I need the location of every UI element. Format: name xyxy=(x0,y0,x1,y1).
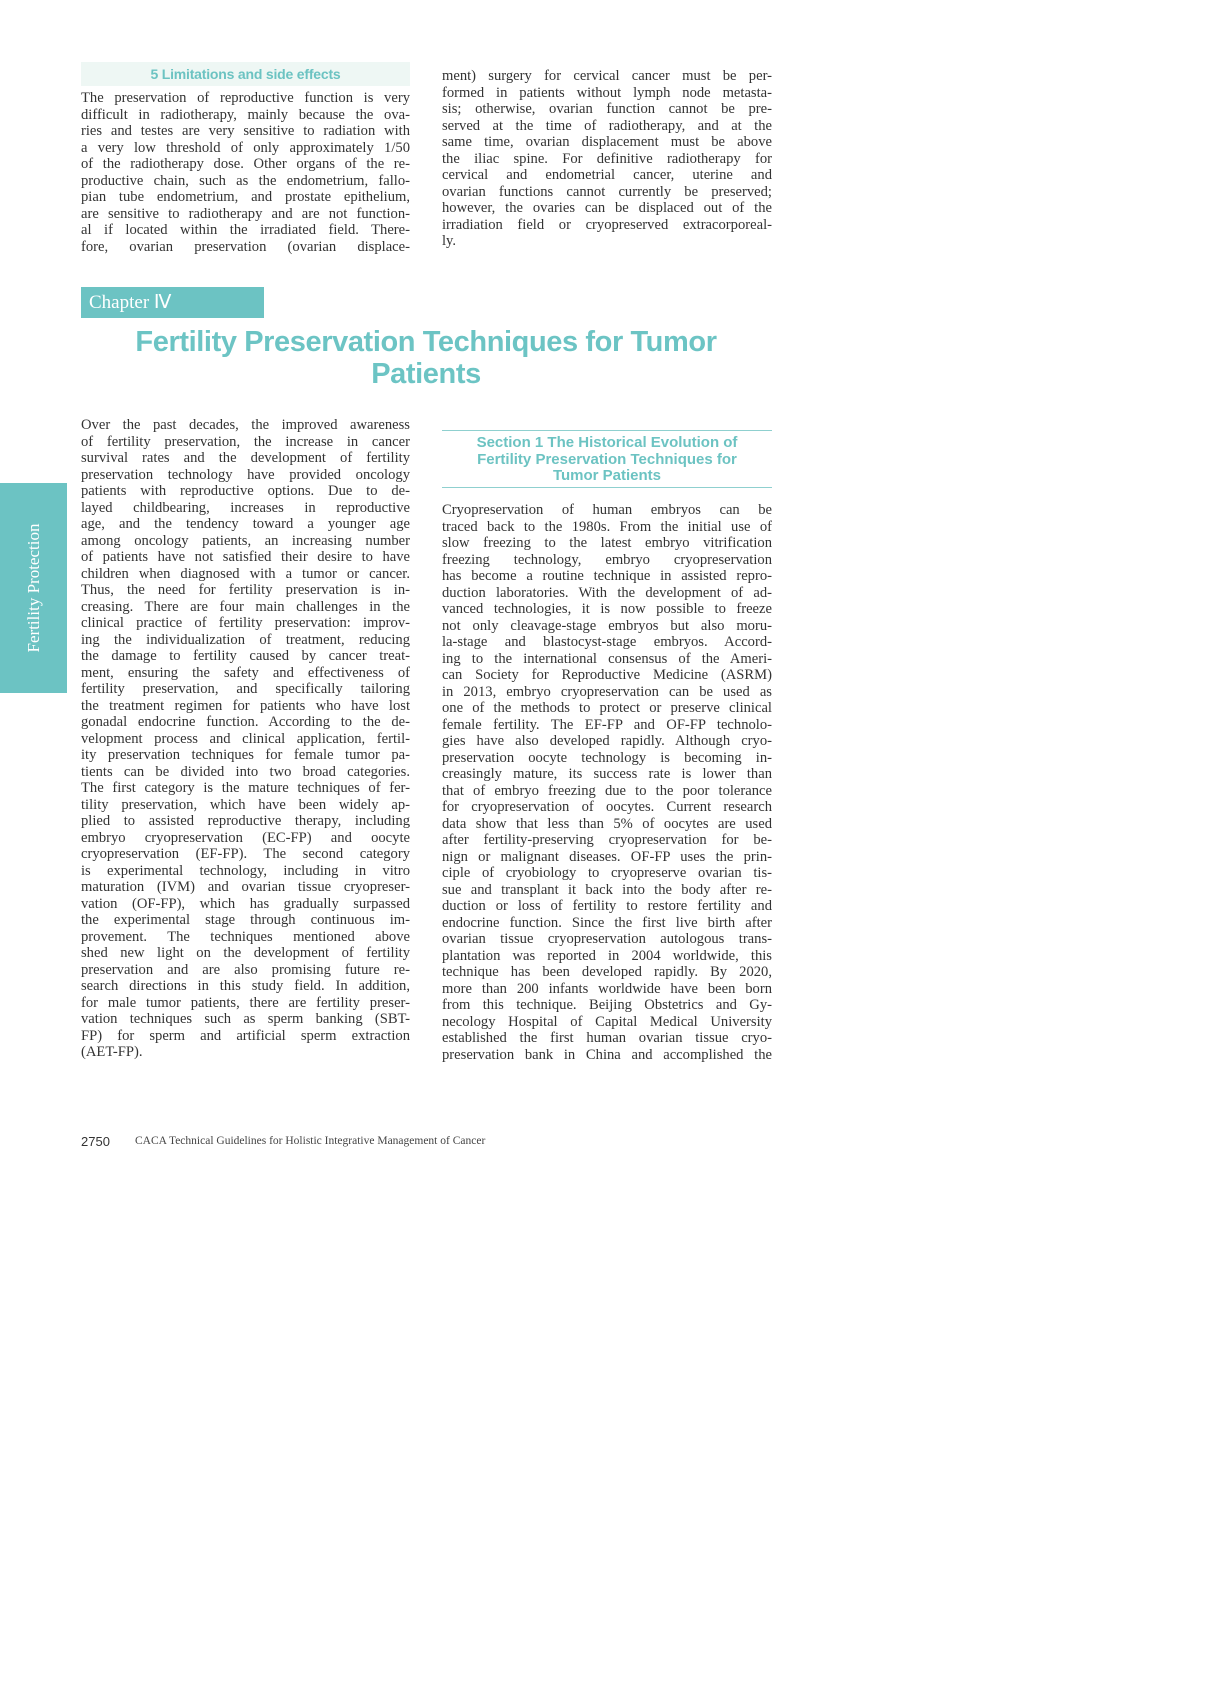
text-line: plantation was reported in 2004 worldwide, this xyxy=(442,947,772,964)
text-line: has become a routine technique in assisted repro- xyxy=(442,568,772,584)
text-line: same time, ovarian displacement must be above xyxy=(442,134,772,150)
text-line: creasingly mature, its success rate is lower than xyxy=(442,766,772,782)
lower-right-paragraph xyxy=(442,502,772,1063)
text-line: the damage to fertility caused by cancer treat- xyxy=(81,648,410,664)
text-line: FP) for sperm and artificial sperm extraction xyxy=(81,1027,410,1044)
text-line: tients can be divided into two broad categories. xyxy=(81,763,410,780)
text-line: from this technique. Beijing Obstetrics and Gy- xyxy=(442,997,772,1013)
text-line: ly. xyxy=(442,233,457,249)
text-line: however, the ovaries can be displaced out of the xyxy=(442,200,772,216)
upper-left-paragraph xyxy=(81,90,410,255)
text-line: provement. The techniques mentioned above xyxy=(81,928,410,945)
text-line: ing to the international consensus of the Ameri- xyxy=(442,650,772,667)
side-tab-label: Fertility Protection xyxy=(23,523,43,653)
text-line: the iliac spine. For definitive radiotherapy for xyxy=(442,150,772,167)
text-line: fertility preservation, and specifically tailoring xyxy=(81,681,410,697)
text-line: plied to assisted reproductive therapy, including xyxy=(81,813,410,829)
text-line: Over the past decades, the improved awareness xyxy=(81,417,410,433)
text-line: technique has been developed rapidly. By 2020, xyxy=(442,964,772,980)
text-line: the treatment regimen for patients who have lost xyxy=(81,697,410,714)
upper-right-paragraph xyxy=(442,68,772,250)
section-heading-line: Fertility Preservation Techniques for xyxy=(477,450,737,468)
text-line: ovarian functions cannot currently be preserved; xyxy=(442,183,772,200)
text-line: sue and transplant it back into the body after re- xyxy=(442,881,772,898)
text-line: cryopreservation (EF-FP). The second category xyxy=(81,846,410,862)
text-line: one of the methods to protect or preserve clinical xyxy=(442,700,772,716)
text-line: formed in patients without lymph node metasta- xyxy=(442,84,772,101)
text-line: nign or malignant diseases. OF-FP uses the prin- xyxy=(442,848,772,865)
text-line: The preservation of reproductive function is very xyxy=(81,90,410,106)
text-line: served at the time of radiotherapy, and at the xyxy=(442,117,772,134)
text-line: ment, ensuring the safety and effectiveness of xyxy=(81,664,410,681)
text-line: (AET-FP). xyxy=(81,1044,143,1060)
chapter-label: Chapter Ⅳ xyxy=(81,287,264,318)
text-line: can Society for Reproductive Medicine (ASRM) xyxy=(442,667,772,683)
text-line: tility preservation, which have been widely ap- xyxy=(81,796,410,813)
text-line: traced back to the 1980s. From the initial use of xyxy=(442,518,772,535)
text-line: after fertility-preserving cryopreservation for be- xyxy=(442,832,772,848)
text-line: vation (OF-FP), which has gradually surpassed xyxy=(81,895,410,912)
text-line: difficult in radiotherapy, mainly because the ova- xyxy=(81,106,410,123)
text-line: more than 200 infants worldwide have been born xyxy=(442,980,772,997)
text-line: in 2013, embryo cryopreservation can be used as xyxy=(442,683,772,700)
text-line: gonadal endocrine function. According to the de- xyxy=(81,714,410,730)
text-line: ity preservation techniques for female tumor pa- xyxy=(81,747,410,763)
text-line: The first category is the mature techniques of fer- xyxy=(81,780,410,796)
text-line: duction laboratories. With the development of ad- xyxy=(442,584,772,601)
text-line: clinical practice of fertility preservation: improv- xyxy=(81,615,410,631)
text-line: gies have also developed rapidly. Although cryo- xyxy=(442,733,772,749)
text-line: established the first human ovarian tissue cryo- xyxy=(442,1030,772,1046)
text-line: for cryopreservation of oocytes. Current research xyxy=(442,799,772,815)
text-line: among oncology patients, an increasing number xyxy=(81,532,410,549)
chapter-title xyxy=(81,326,771,390)
text-line: of fertility preservation, the increase in cancer xyxy=(81,433,410,450)
text-line: velopment process and clinical application, fertil- xyxy=(81,730,410,747)
text-line: ries and testes are very sensitive to radiation with xyxy=(81,123,410,139)
side-tab xyxy=(0,483,67,693)
text-line: children when diagnosed with a tumor or cancer. xyxy=(81,565,410,582)
subsection-heading: 5 Limitations and side effects xyxy=(81,62,410,86)
text-line: sis; otherwise, ovarian function cannot be pre- xyxy=(442,101,772,117)
text-line: is experimental technology, including in vitro xyxy=(81,862,410,879)
lower-left-paragraph xyxy=(81,417,410,1061)
text-line: female fertility. The EF-FP and OF-FP technolo- xyxy=(442,716,772,733)
text-line: Thus, the need for fertility preservation is in- xyxy=(81,582,410,598)
text-line: productive chain, such as the endometrium, fallo- xyxy=(81,172,410,189)
chapter-title-line: Fertility Preservation Techniques for Tumor xyxy=(135,326,717,358)
text-line: a very low threshold of only approximately 1/50 xyxy=(81,139,410,156)
text-line: of patients have not satisfied their desire to have xyxy=(81,549,410,565)
text-line: vation techniques such as sperm banking (SBT- xyxy=(81,1011,410,1027)
running-title: CACA Technical Guidelines for Holistic Integrative Management of Cancer xyxy=(135,1135,486,1147)
text-line: ing the individualization of treatment, reducing xyxy=(81,631,410,648)
text-line: necology Hospital of Capital Medical University xyxy=(442,1013,772,1030)
text-line: of the radiotherapy dose. Other organs of the re- xyxy=(81,156,410,172)
text-line: ovarian tissue cryopreservation autologous trans- xyxy=(442,931,772,947)
text-line: layed childbearing, increases in reproductive xyxy=(81,499,410,516)
text-line: age, and the tendency toward a younger age xyxy=(81,516,410,532)
text-line: fore, ovarian preservation (ovarian displace- xyxy=(81,238,410,255)
text-line: patients with reproductive options. Due to de- xyxy=(81,483,410,499)
text-line: the experimental stage through continuous im- xyxy=(81,912,410,928)
text-line: pian tube endometrium, and prostate epithelium, xyxy=(81,189,410,205)
text-line: al if located within the irradiated field. There- xyxy=(81,222,410,238)
text-line: duction or loss of fertility to restore fertility and xyxy=(442,898,772,914)
section-heading-line: Section 1 The Historical Evolution of xyxy=(476,434,738,451)
text-line: data show that less than 5% of oocytes are used xyxy=(442,815,772,832)
text-line: cervical and endometrial cancer, uterine and xyxy=(442,167,772,183)
text-line: preservation technology have provided oncology xyxy=(81,466,410,483)
text-line: preservation and are also promising future re- xyxy=(81,961,410,978)
text-line: survival rates and the development of fertility xyxy=(81,450,410,466)
text-line: creasing. There are four main challenges in the xyxy=(81,598,410,615)
text-line: not only cleavage-stage embryos but also moru- xyxy=(442,617,772,634)
text-line: preservation bank in China and accomplished the xyxy=(442,1046,772,1063)
text-line: vanced technologies, it is now possible to freeze xyxy=(442,601,772,617)
text-line: irradiation field or cryopreserved extracorporeal- xyxy=(442,216,772,233)
text-line: slow freezing to the latest embryo vitrification xyxy=(442,535,772,551)
text-line: freezing technology, embryo cryopreservation xyxy=(442,551,772,568)
text-line: are sensitive to radiotherapy and are not function- xyxy=(81,205,410,222)
page-number: 2750 xyxy=(81,1134,110,1149)
text-line: embryo cryopreservation (EC-FP) and oocyte xyxy=(81,829,410,846)
text-line: Cryopreservation of human embryos can be xyxy=(442,502,772,518)
section-heading-line: Tumor Patients xyxy=(552,467,662,484)
text-line: maturation (IVM) and ovarian tissue cryopreser- xyxy=(81,879,410,895)
text-line: ciple of cryobiology to cryopreserve ovarian tis- xyxy=(442,865,772,881)
text-line: that of embryo freezing due to the poor tolerance xyxy=(442,782,772,799)
text-line: search directions in this study field. In addition, xyxy=(81,978,410,994)
text-line: endocrine function. Since the first live birth after xyxy=(442,914,772,931)
text-line: shed new light on the development of fertility xyxy=(81,945,410,961)
text-line: preservation oocyte technology is becoming in- xyxy=(442,749,772,766)
text-line: for male tumor patients, there are fertility preser- xyxy=(81,994,410,1011)
section-heading xyxy=(442,430,772,488)
chapter-title-line: Patients xyxy=(371,358,481,390)
text-line: ment) surgery for cervical cancer must be per- xyxy=(442,68,772,84)
text-line: la-stage and blastocyst-stage embryos. Accord- xyxy=(442,634,772,650)
